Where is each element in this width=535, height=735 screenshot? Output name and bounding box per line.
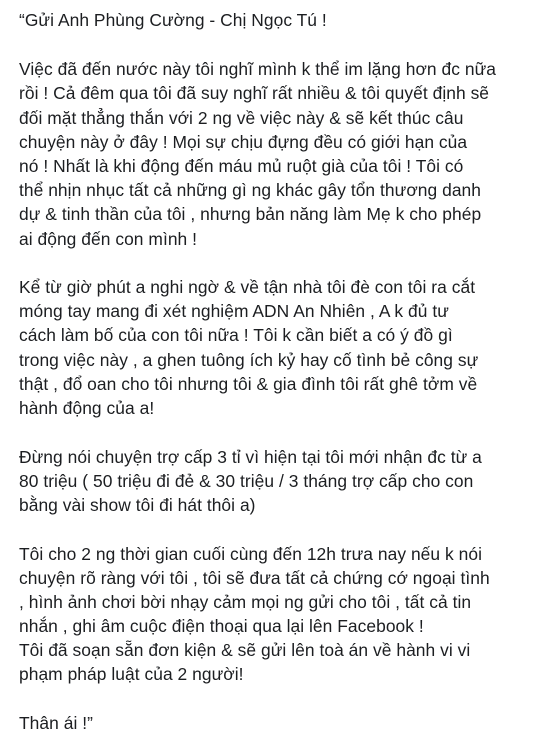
post-line: Tôi đã soạn sẵn đơn kiện & sẽ gửi lên toà án về hành vi vi (19, 640, 471, 661)
post-paragraph (19, 57, 521, 251)
post-line: Kể từ giờ phút a nghi ngờ & về tận nhà tôi đè con tôi ra cắt (19, 277, 476, 298)
post-paragraph (19, 445, 521, 518)
post-line: cách làm bố của con tôi nữa ! Tôi k cần biết a có ý đồ gì (19, 325, 453, 346)
post-line: trong việc này , a ghen tuông ích kỷ hay cố tình bẻ công sự (19, 349, 479, 370)
post-line: dự & tinh thần của tôi , nhưng bản năng làm Mẹ k cho phép (19, 204, 482, 225)
post-paragraph (19, 275, 521, 420)
post-line: 80 triệu ( 50 triệu đi đẻ & 30 triệu / 3 tháng trợ cấp cho con (19, 470, 474, 491)
post-line: , hình ảnh chơi bời nhạy cảm mọi ng gửi cho tôi , tất cả tin (19, 591, 472, 612)
post-line: móng tay mang đi xét nghiệm ADN An Nhiên , A k đủ tư (19, 301, 449, 322)
post-line: “Gửi Anh Phùng Cường - Chị Ngọc Tú ! (19, 10, 327, 30)
post-line: thể nhịn nhục tất cả những gì ng khác gây tổn thương danh (19, 180, 482, 201)
post-line: Việc đã đến nước này tôi nghĩ mình k thể im lặng hơn đc nữa (19, 59, 496, 80)
post-line: bằng vài show tôi đi hát thôi a) (19, 494, 256, 515)
post-line: Đừng nói chuyện trợ cấp 3 tỉ vì hiện tại tôi mới nhận đc từ a (19, 446, 482, 467)
post-line: Tôi cho 2 ng thời gian cuối cùng đến 12h trưa nay nếu k nói (19, 543, 482, 564)
post-line: chuyện rõ ràng với tôi , tôi sẽ đưa tất cả chứng cớ ngoại tình (19, 567, 490, 588)
post-greeting (19, 8, 521, 32)
post-line: nhắn , ghi âm cuộc điện thoại qua lại lên Facebook ! (19, 616, 424, 637)
post-line: phạm pháp luật của 2 người! (19, 664, 244, 685)
post-line: rồi ! Cả đêm qua tôi đã suy nghĩ rất nhiều & tôi quyết định sẽ (19, 83, 490, 104)
post-line: ai động đến con mình ! (19, 228, 198, 249)
post-line: nó ! Nhất là khi động đến máu mủ ruột già của tôi ! Tôi có (19, 155, 464, 176)
post-line: hành động của a! (19, 398, 155, 419)
post-line: thật , đổ oan cho tôi nhưng tôi & gia đình tôi rất ghê tởm về (19, 373, 478, 394)
post-line: chuyện này ở đây ! Mọi sự chịu đựng đều có giới hạn của (19, 131, 468, 152)
post-line: Thân ái !” (19, 713, 93, 734)
post-line: đối mặt thẳng thắn với 2 ng về việc này & sẽ kết thúc câu (19, 107, 464, 128)
post-paragraph (19, 542, 521, 687)
